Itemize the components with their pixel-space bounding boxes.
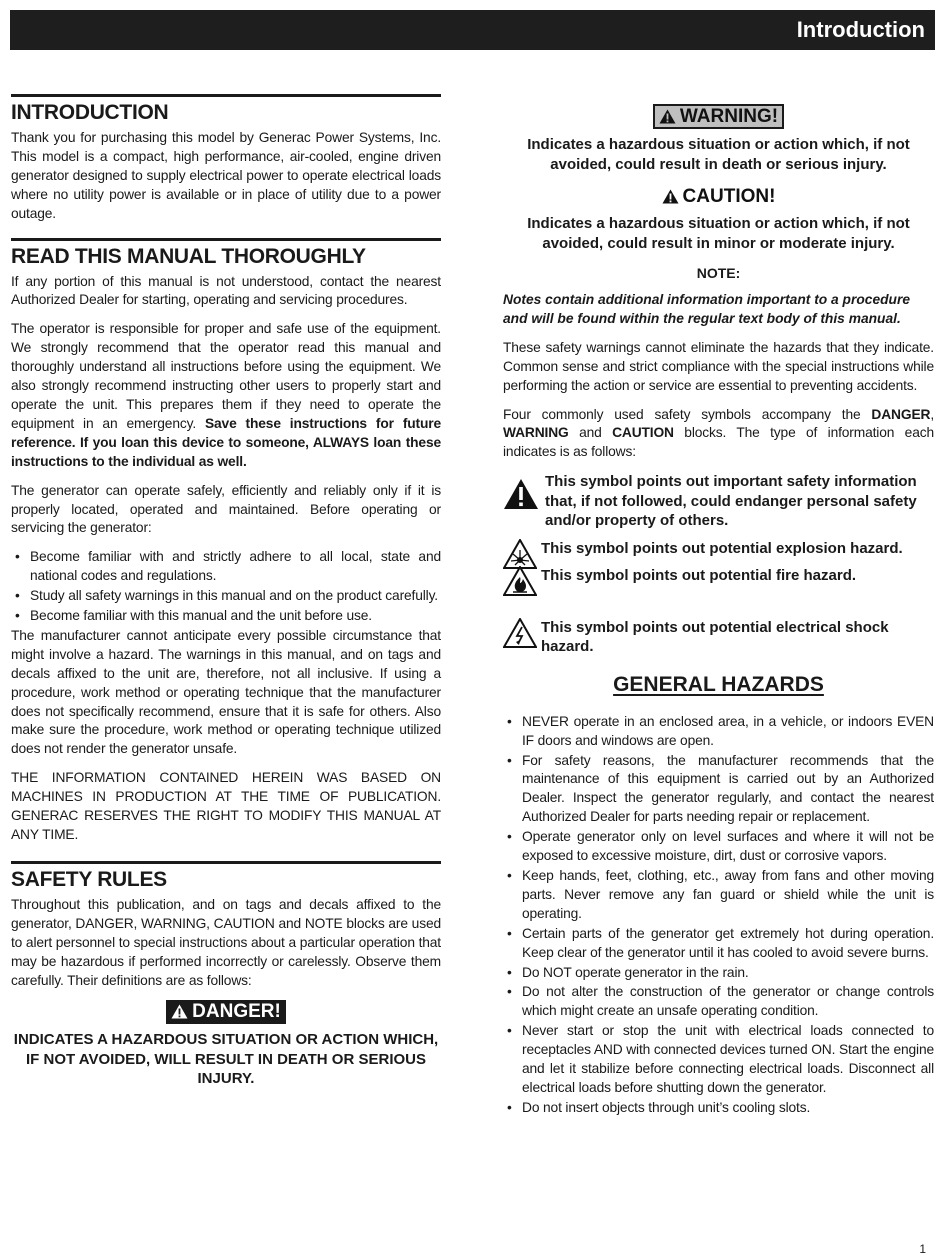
read-manual-paragraph-1: If any portion of this manual is not understood, contact the nearest Authorized Dealer for starting, operating and servicing procedures. (11, 273, 441, 308)
symbol-row-explosion (503, 539, 934, 559)
warning-alert-icon (659, 109, 676, 124)
read-manual-paragraph-4: The manufacturer cannot anticipate every possible circumstance that might involve a hazard. The warnings in this manual, and on tags and decals affixed to the unit are, therefore, not all inclusive. If using a procedure, work method or operating technique that the manufacturer does not specifically recommend, ensure that it is safe for others. Also make sure the procedure, work method or operating technique utilized does not render the generator unsafe. (11, 627, 441, 757)
list-item: • Do not insert objects through unit’s cooling slots. (503, 1099, 934, 1118)
warning-signal (503, 104, 934, 129)
general-hazards-heading: GENERAL HAZARDS (613, 672, 824, 696)
header-bar (10, 10, 935, 50)
symbol-text: This symbol points out potential fire hazard. (541, 567, 857, 585)
right-column (503, 104, 934, 1119)
explosion-icon (503, 539, 537, 569)
safety-rules-heading: SAFETY RULES (11, 861, 441, 892)
fire-icon (503, 566, 537, 596)
introduction-heading: INTRODUCTION (11, 94, 441, 125)
caution-alert-icon (662, 189, 679, 204)
list-item: • Become familiar with and strictly adhere to all local, state and national codes and regulations. (11, 548, 441, 586)
list-item: • Become familiar with this manual and the unit before use. (11, 607, 441, 626)
read-manual-paragraph-3: The generator can operate safely, efficiently and reliably only if it is properly located, operated and maintained. Before operating or servicing the generator: (11, 482, 441, 536)
warning-label: WARNING! (679, 106, 779, 127)
list-item: • Study all safety warnings in this manual and on the product carefully. (11, 587, 441, 606)
symbol-row-fire (503, 566, 934, 586)
symbol-row-safety-alert (503, 472, 934, 531)
introduction-text: Thank you for purchasing this model by Generac Power Systems, Inc. This model is a compact, high performance, air-cooled, engine driven generator designed to supply electrical power to operate electrical loads where no utility power is available or in place of utility due to a power outage. (11, 130, 441, 221)
general-hazards-list (503, 713, 934, 1118)
note-label: NOTE: (696, 265, 741, 281)
read-manual-paragraph-2: The operator is responsible for proper and safe use of the equipment. We strongly recommend that the operator read this manual and thoroughly understand all instructions before using the equipment. We also strongly recommend instructing other users to properly start and operate the unit. This prepares them if they need to operate the equipment in an emergency. Save these instructions for future reference. If you loan this device to someone, ALWAYS loan these instructions to the individual as well. (11, 321, 441, 469)
danger-signal (11, 1000, 441, 1024)
list-item: • NEVER operate in an enclosed area, in a vehicle, or indoors EVEN IF doors and windows are open. (503, 713, 934, 751)
section-title: Introduction (796, 17, 925, 42)
danger-definition: INDICATES A HAZARDOUS SITUATION OR ACTION WHICH, IF NOT AVOIDED, WILL RESULT IN DEATH OR SERIOUS INJURY. (13, 1031, 439, 1088)
danger-label: DANGER! (192, 1001, 281, 1023)
symbol-row-electric-shock (503, 618, 934, 657)
safety-alert-icon (503, 478, 539, 510)
list-item: • Operate generator only on level surfaces and where it will not be exposed to excessive moisture, dirt, dust or corrosive vapors. (503, 828, 934, 866)
safety-symbols-intro: Four commonly used safety symbols accompany the DANGER, WARNING and CAUTION blocks. The type of information each indicates is as follows: (503, 406, 934, 460)
safety-warnings-text: These safety warnings cannot eliminate the hazards that they indicate. Common sense and strict compliance with the special instructions while performing the action or service are essential to preventing accidents. (503, 339, 934, 393)
list-item: • Do not alter the construction of the generator or change controls which might create an unsafe operating condition. (503, 983, 934, 1021)
symbol-text: This symbol points out potential explosion hazard. (541, 539, 903, 557)
read-manual-list (11, 548, 441, 626)
warning-definition: Indicates a hazardous situation or action which, if not avoided, could result in death or serious injury. (527, 136, 910, 173)
symbol-text: This symbol points out important safety information that, if not followed, could endanger personal safety and/or property of others. (545, 473, 917, 530)
caution-definition: Indicates a hazardous situation or action which, if not avoided, could result in minor or moderate injury. (527, 215, 910, 252)
list-item: • For safety reasons, the manufacturer recommends that the maintenance of this equipment is carried out by an Authorized Dealer. Inspect the generator regularly, and contact the nearest Authorized Dealer for parts needing repair or replacement. (503, 752, 934, 828)
read-manual-heading: READ THIS MANUAL THOROUGHLY (11, 238, 441, 269)
read-manual-paragraph-5: THE INFORMATION CONTAINED HEREIN WAS BASED ON MACHINES IN PRODUCTION AT THE TIME OF PUBLICATION. GENERAC RESERVES THE RIGHT TO MODIFY THIS MANUAL AT ANY TIME. (11, 770, 441, 842)
symbol-text: This symbol points out potential electrical shock hazard. (541, 618, 889, 656)
left-column (11, 94, 441, 1097)
note-definition: Notes contain additional information important to a procedure and will be found within the regular text body of this manual. (503, 292, 911, 326)
electric-shock-icon (503, 618, 537, 648)
danger-alert-icon (171, 1004, 188, 1019)
list-item: • Keep hands, feet, clothing, etc., away from fans and other moving parts. Never remove any fan guard or shield while the unit is operating. (503, 867, 934, 924)
list-item: • Certain parts of the generator get extremely hot during operation. Keep clear of the generator until it has cooled to avoid severe burns. (503, 925, 934, 963)
page-number: 1 (919, 1242, 926, 1256)
caution-label: CAUTION! (682, 186, 776, 207)
list-item: • Never start or stop the unit with electrical loads connected to receptacles AND with connected devices turned ON. Start the engine and let it stabilize before connecting electrical loads. Disconnect all electrical loads before shutting down the generator. (503, 1022, 934, 1098)
safety-rules-text: Throughout this publication, and on tags and decals affixed to the generator, DANGER, WARNING, CAUTION and NOTE blocks are used to alert personnel to special instructions about a particular operation that may be hazardous if performed incorrectly or carelessly. Observe them carefully. Their definitions are as follows: (11, 896, 441, 988)
list-item: • Do NOT operate generator in the rain. (503, 964, 934, 983)
caution-signal (503, 186, 934, 208)
